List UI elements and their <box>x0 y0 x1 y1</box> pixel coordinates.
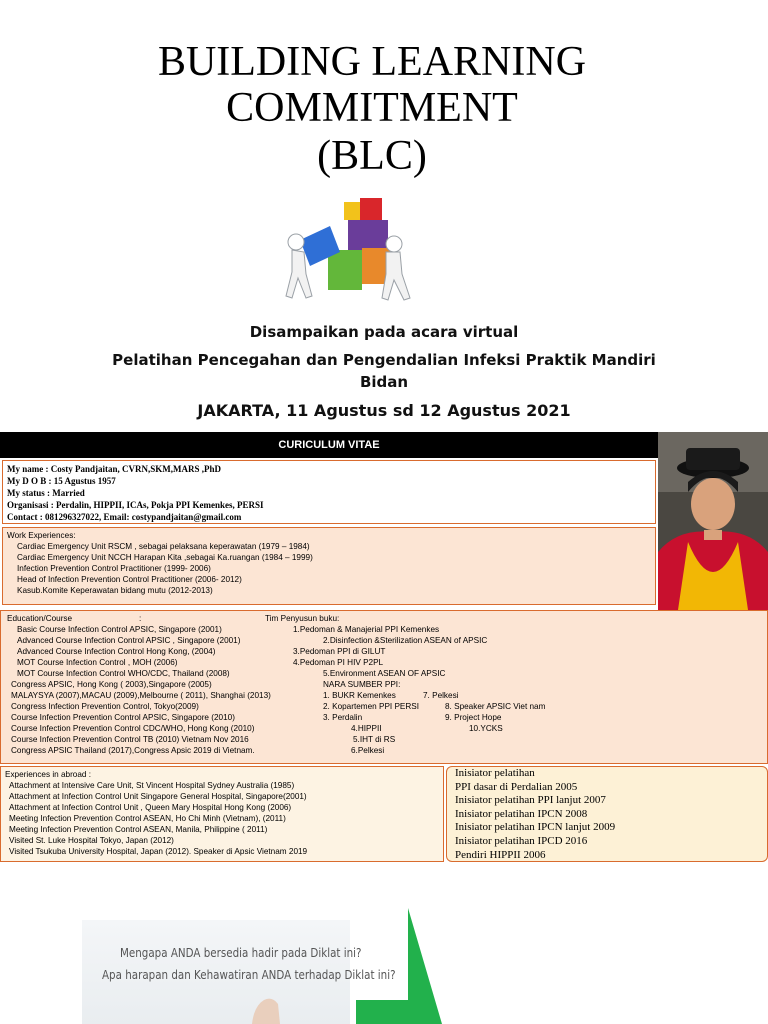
subtitle-event: Disampaikan pada acara virtual <box>249 323 519 341</box>
info-name: My name : Costy Pandjaitan, CVRN,SKM,MARS ,PhD <box>7 464 221 474</box>
person-right-head <box>386 236 402 252</box>
personal-info-box <box>2 460 656 524</box>
education-item: Congress Infection Prevention Control, Tokyo(2009) <box>11 702 199 711</box>
hand-illustration <box>82 920 350 1024</box>
nara-item: 10.YCKS <box>469 724 503 733</box>
education-item: Course Infection Prevention Control TB (2010) Vietnam Nov 2016 <box>11 735 249 744</box>
nara-item: 6.Pelkesi <box>351 746 385 755</box>
cv-header: CURICULUM VITAE <box>0 432 658 458</box>
abroad-item: Visited Tsukuba University Hospital, Japan (2012). Speaker di Apsic Vietnam 2019 <box>9 847 308 856</box>
inisiator-item: Inisiator pelatihan IPCN lanjut 2009 <box>455 821 616 834</box>
nara-item: 1. BUKR Kemenkes <box>323 691 396 700</box>
nara-item: 2. Kopartemen PPI PERSI <box>323 702 420 711</box>
abroad-item: Visited St. Luke Hospital Tokyo, Japan (2012) <box>9 836 174 845</box>
education-item: Congress APSIC Thailand (2017),Congress Apsic 2019 di Vietnam. <box>11 746 255 755</box>
nara-item: 9. Project Hope <box>445 713 502 722</box>
person-left-head <box>288 234 304 250</box>
inisiator-item: Inisiator pelatihan PPI lanjut 2007 <box>455 794 606 807</box>
abroad-item: Attachment at Infection Control Unit , Queen Mary Hospital Hong Kong (2006) <box>9 803 292 812</box>
abroad-item: Meeting Infection Prevention Control ASEAN, Manila, Philippine ( 2011) <box>9 825 268 834</box>
info-dob: My D O B : 15 Agustus 1957 <box>7 476 116 486</box>
subtitle-training-line2: Bidan <box>359 373 409 391</box>
education-item: Congress APSIC, Hong Kong ( 2003),Singapore (2005) <box>11 680 212 689</box>
slide-curriculum-vitae <box>0 432 768 864</box>
title-line-3: (BLC) <box>317 133 427 179</box>
inisiator-box <box>446 766 768 862</box>
education-item: Basic Course Infection Control APSIC, Singapore (2001) <box>17 625 222 634</box>
puzzle-piece-purple <box>348 220 388 250</box>
subtitle-training-line1: Pelatihan Pencegahan dan Pengendalian Infeksi Praktik Mandiri <box>112 351 656 369</box>
question-image <box>82 920 396 1024</box>
abroad-item: Attachment at Intensive Care Unit, St Vincent Hospital Sydney Australia (1985) <box>9 781 295 790</box>
profile-photo <box>658 432 768 610</box>
inisiator-item: Inisiator pelatihan <box>455 767 535 779</box>
education-item: MOT Course Infection Control WHO/CDC, Thailand (2008) <box>17 669 230 678</box>
education-list <box>7 613 297 756</box>
tim-item: 3.Pedoman PPI di GILUT <box>293 647 386 656</box>
education-box <box>0 610 768 764</box>
inisiator-item: Inisiator pelatihan IPCN 2008 <box>455 807 588 820</box>
info-contact: Contact : 081296327022, Email: costypandjaitan@gmail.com <box>7 512 242 522</box>
nara-item: 4.HIPPII <box>351 724 382 733</box>
question-1: Mengapa ANDA bersedia hadir pada Diklat ini? <box>120 946 362 960</box>
title-line-2: COMMITMENT <box>226 85 518 131</box>
abroad-experience-box <box>0 766 444 862</box>
nara-item: 7. Pelkesi <box>423 691 459 700</box>
nara-item: 5.IHT di RS <box>353 735 396 744</box>
info-organisasi: Organisasi : Perdalin, HIPPII, ICAs, Pokja PPI Kemenkes, PERSI <box>7 500 264 510</box>
green-arrow-icon <box>354 904 446 1024</box>
work-item: Infection Prevention Control Practitioner (1999- 2006) <box>17 564 211 573</box>
education-item: Advanced Course Infection Control Hong Kong, (2004) <box>17 647 216 656</box>
slide-questions <box>0 864 768 1024</box>
info-status: My status : Married <box>7 488 85 498</box>
nara-item: 8. Speaker APSIC Viet nam <box>445 702 546 711</box>
slide-title <box>0 0 768 432</box>
education-colon: : <box>139 614 142 623</box>
work-item: Cardiac Emergency Unit RSCM , sebagai pelaksana keperawatan (1979 – 1984) <box>17 542 310 551</box>
abroad-item: Meeting Infection Prevention Control ASEAN, Ho Chi Minh (Vietnam), (2011) <box>9 814 286 823</box>
person-right-body <box>382 252 410 300</box>
abroad-item: Attachment at Infection Control Unit Singapore General Hospital, Singapore(2001) <box>9 792 307 801</box>
puzzle-piece-red <box>360 198 382 220</box>
profile-photo-illustration <box>658 432 768 610</box>
work-title: Work Experiences: <box>7 531 76 540</box>
work-item: Cardiac Emergency Unit NCCH Harapan Kita ,sebagai Ka.ruangan (1984 – 1999) <box>17 553 313 562</box>
inisiator-item: PPI dasar di Perdalian 2005 <box>455 780 578 793</box>
subtitle-location-date: JAKARTA, 11 Agustus sd 12 Agustus 2021 <box>197 401 571 420</box>
inisiator-item: Inisiator pelatihan IPCD 2016 <box>455 834 588 847</box>
inisiator-item: Pendiri HIPPII 2006 <box>455 848 546 861</box>
nara-item: 3. Perdalin <box>323 713 363 722</box>
tim-item: 2.Disinfection &Sterilization ASEAN of APSIC <box>323 636 488 645</box>
abroad-title: Experiences in abroad : <box>5 770 92 779</box>
education-item: MALAYSYA (2007),MACAU (2009),Melbourne ( 2011), Shanghai (2013) <box>11 691 271 700</box>
tim-item: 1.Pedoman & Manajerial PPI Kemenkes <box>293 625 440 634</box>
education-item: Advanced Course Infection Control APSIC , Singapore (2001) <box>17 636 241 645</box>
nara-sumber-title: NARA SUMBER PPI: <box>323 680 401 689</box>
education-title: Education/Course <box>7 614 73 623</box>
tim-item: 5.Environment ASEAN OF APSIC <box>323 669 446 678</box>
puzzle-people-illustration <box>282 194 420 308</box>
work-item: Head of Infection Prevention Control Practitioner (2006- 2012) <box>17 575 242 584</box>
education-item: Course Infection Prevention Control APSIC, Singapore (2010) <box>11 713 235 722</box>
question-2: Apa harapan dan Kehawatiran ANDA terhadap Diklat ini? <box>102 968 396 982</box>
tim-penyusun-title: Tim Penyusun buku: <box>265 614 340 623</box>
tim-item: 4.Pedoman PI HIV P2PL <box>293 658 384 667</box>
education-item: Course Infection Prevention Control CDC/WHO, Hong Kong (2010) <box>11 724 255 733</box>
title-line-1: BUILDING LEARNING <box>157 39 587 85</box>
puzzle-piece-green <box>328 250 362 290</box>
work-item: Kasub.Komite Keperawatan bidang mutu (2012-2013) <box>17 586 213 595</box>
education-item: MOT Course Infection Control , MOH (2006) <box>17 658 178 667</box>
work-experience-box <box>2 527 656 605</box>
